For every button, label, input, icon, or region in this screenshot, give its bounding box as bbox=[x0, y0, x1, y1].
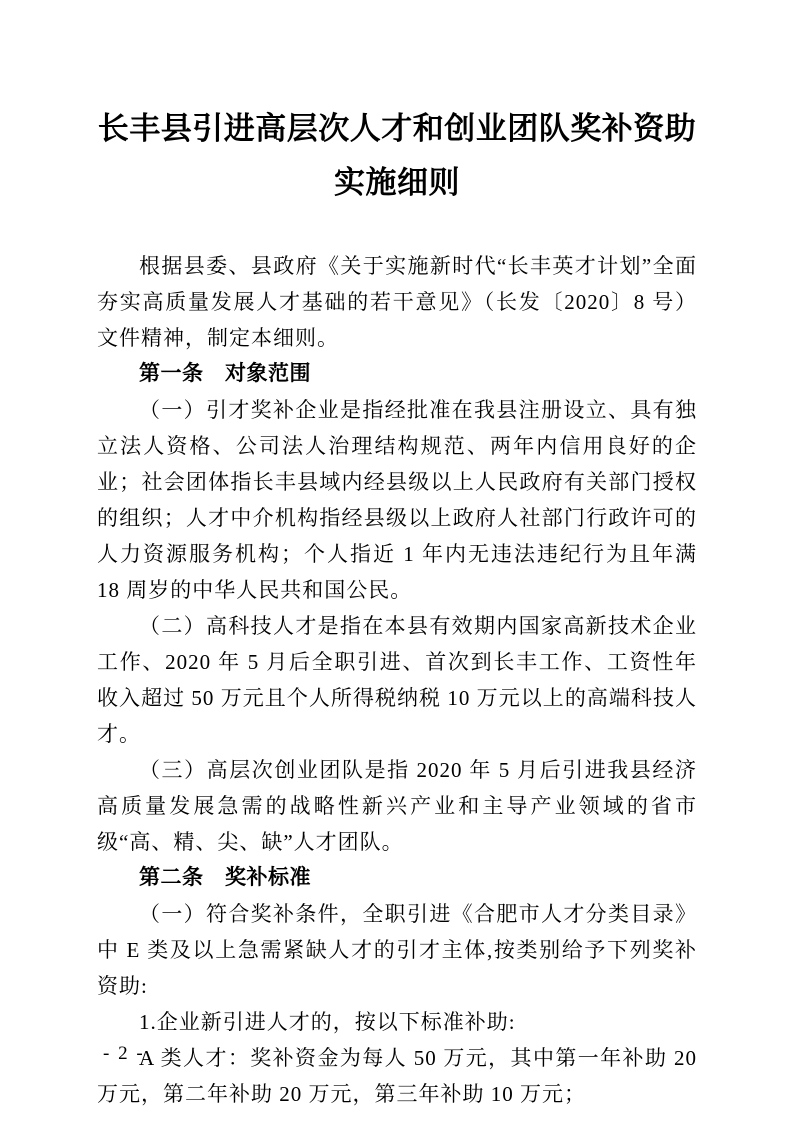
paragraph-article1-item1: （一）引才奖补企业是指经批准在我县注册设立、具有独立法人资格、公司法人治理结构规范、两年内信用良好的企业；社会团体指长丰县域内经县级以上人民政府有关部门授权的组织；人才中介机构指经县级以上政府人社部门行政许可的人力资源服务机构；个人指近 1 年内无违法违纪行为且年满 18 周岁的中华人民共和国公民。 bbox=[97, 398, 697, 602]
document-title-line-2: 实施细则 bbox=[334, 165, 460, 200]
paragraph-article2-sub1: 1.企业新引进人才的，按以下标准补助: bbox=[139, 1010, 516, 1034]
section-heading-article-2: 第二条 奖补标准 bbox=[139, 866, 311, 889]
page-number: - 2 - bbox=[103, 1043, 145, 1064]
paragraph-article2-class-a: A 类人才：奖补资金为每人 50 万元，其中第一年补助 20 万元，第二年补助 20 万元，第三年补助 10 万元； bbox=[97, 1046, 697, 1106]
paragraph-article2-item1: （一）符合奖补条件，全职引进《合肥市人才分类目录》中 E 类及以上急需紧缺人才的引才主体,按类别给予下列奖补资助: bbox=[97, 902, 697, 998]
paragraph-intro: 根据县委、县政府《关于实施新时代“长丰英才计划”全面夯实高质量发展人才基础的若干意见》（长发〔2020〕8 号）文件精神，制定本细则。 bbox=[97, 254, 697, 350]
document-title-line-1: 长丰县引进高层次人才和创业团队奖补资助 bbox=[97, 111, 697, 146]
document-content bbox=[97, 102, 697, 1112]
paragraph-article1-item2: （二）高科技人才是指在本县有效期内国家高新技术企业工作、2020 年 5 月后全职引进、首次到长丰工作、工资性年收入超过 50 万元且个人所得税纳税 10 万元以上的高端科技人才。 bbox=[97, 614, 697, 746]
paragraph-article1-item3: （三）高层次创业团队是指 2020 年 5 月后引进我县经济高质量发展急需的战略性新兴产业和主导产业领域的省市级“高、精、尖、缺”人才团队。 bbox=[97, 758, 697, 854]
section-heading-article-1: 第一条 对象范围 bbox=[139, 362, 311, 385]
document-title bbox=[97, 102, 697, 210]
